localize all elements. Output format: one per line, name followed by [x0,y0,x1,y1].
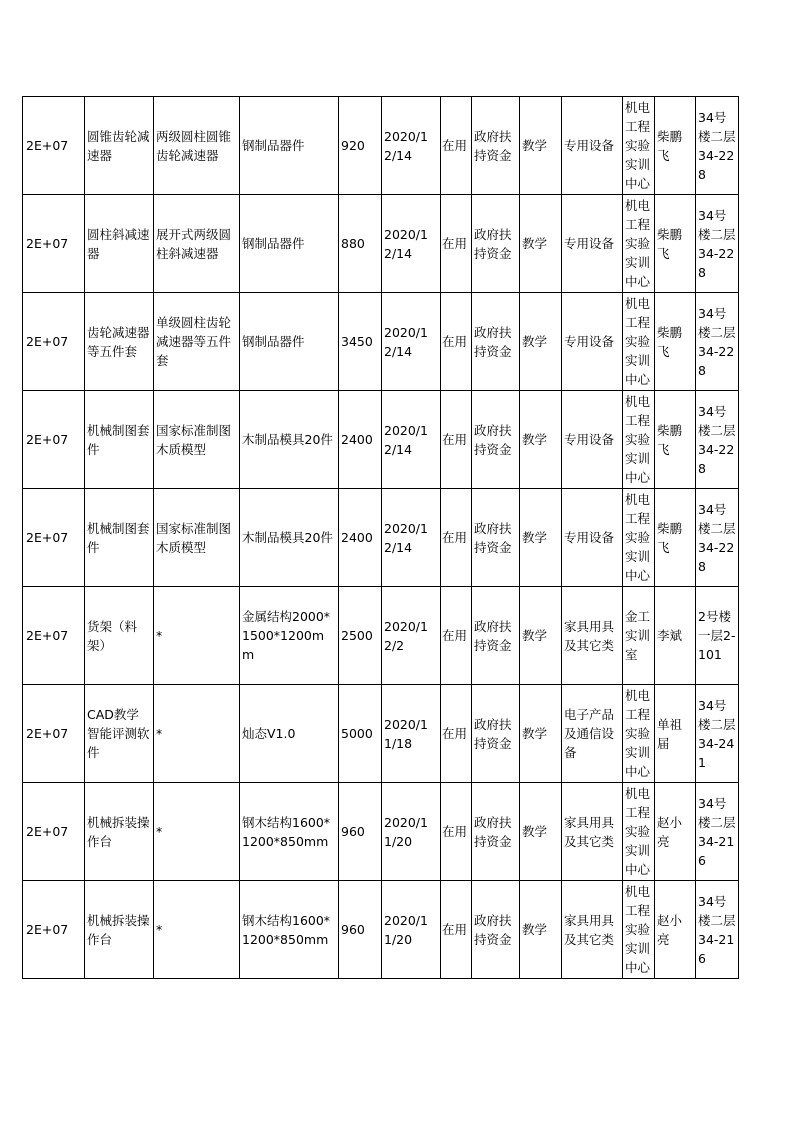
price-cell: 2500 [339,587,382,685]
model-cell: 单级圆柱齿轮减速器等五件套 [154,293,240,391]
spec-cell: 钢制品器件 [240,195,339,293]
asset-code-cell: 2E+07 [23,685,85,783]
asset-code-cell: 2E+07 [23,293,85,391]
model-cell: 国家标准制图木质模型 [154,489,240,587]
category-cell: 家具用具及其它类 [562,587,623,685]
status-cell: 在用 [441,783,472,881]
asset-name-cell: 机械拆装操作台 [85,783,154,881]
spec-cell: 金属结构2000*1500*1200mm [240,587,339,685]
department-cell: 机电工程实验实训中心 [623,195,655,293]
usage-cell: 教学 [520,587,562,685]
fund-source-cell: 政府扶持资金 [472,783,520,881]
location-cell: 34号楼二层34-228 [696,195,739,293]
table-row [23,391,739,489]
usage-cell: 教学 [520,391,562,489]
usage-cell: 教学 [520,97,562,195]
custodian-cell: 单祖届 [655,685,696,783]
purchase-date-cell: 2020/12/14 [382,489,441,587]
department-cell: 机电工程实验实训中心 [623,97,655,195]
department-cell: 金工实训室 [623,587,655,685]
asset-name-cell: CAD教学智能评测软件 [85,685,154,783]
price-cell: 920 [339,97,382,195]
category-cell: 专用设备 [562,97,623,195]
price-cell: 960 [339,881,382,979]
fund-source-cell: 政府扶持资金 [472,391,520,489]
category-cell: 电子产品及通信设备 [562,685,623,783]
purchase-date-cell: 2020/12/14 [382,195,441,293]
department-cell: 机电工程实验实训中心 [623,685,655,783]
fund-source-cell: 政府扶持资金 [472,97,520,195]
custodian-cell: 柴鹏飞 [655,195,696,293]
asset-name-cell: 机械制图套件 [85,391,154,489]
status-cell: 在用 [441,489,472,587]
status-cell: 在用 [441,587,472,685]
usage-cell: 教学 [520,293,562,391]
category-cell: 专用设备 [562,195,623,293]
asset-table [22,96,739,979]
fund-source-cell: 政府扶持资金 [472,195,520,293]
fund-source-cell: 政府扶持资金 [472,489,520,587]
asset-name-cell: 圆柱斜减速器 [85,195,154,293]
purchase-date-cell: 2020/11/18 [382,685,441,783]
custodian-cell: 李斌 [655,587,696,685]
table-row [23,195,739,293]
model-cell: 展开式两级圆柱斜减速器 [154,195,240,293]
status-cell: 在用 [441,293,472,391]
table-row [23,97,739,195]
asset-name-cell: 齿轮减速器等五件套 [85,293,154,391]
location-cell: 34号楼二层34-228 [696,97,739,195]
model-cell: * [154,881,240,979]
model-cell: 两级圆柱圆锥齿轮减速器 [154,97,240,195]
category-cell: 家具用具及其它类 [562,881,623,979]
table-row [23,685,739,783]
department-cell: 机电工程实验实训中心 [623,391,655,489]
custodian-cell: 柴鹏飞 [655,489,696,587]
spec-cell: 钢木结构1600*1200*850mm [240,783,339,881]
purchase-date-cell: 2020/12/14 [382,391,441,489]
model-cell: * [154,685,240,783]
status-cell: 在用 [441,97,472,195]
asset-code-cell: 2E+07 [23,195,85,293]
custodian-cell: 柴鹏飞 [655,293,696,391]
department-cell: 机电工程实验实训中心 [623,489,655,587]
asset-name-cell: 货架（料架） [85,587,154,685]
location-cell: 34号楼二层34-228 [696,489,739,587]
asset-code-cell: 2E+07 [23,489,85,587]
price-cell: 2400 [339,489,382,587]
table-row [23,783,739,881]
price-cell: 3450 [339,293,382,391]
purchase-date-cell: 2020/11/20 [382,783,441,881]
status-cell: 在用 [441,195,472,293]
department-cell: 机电工程实验实训中心 [623,293,655,391]
table-row [23,881,739,979]
location-cell: 2号楼一层2-101 [696,587,739,685]
location-cell: 34号楼二层34-241 [696,685,739,783]
fund-source-cell: 政府扶持资金 [472,881,520,979]
spec-cell: 木制品模具20件 [240,391,339,489]
custodian-cell: 柴鹏飞 [655,97,696,195]
spec-cell: 钢制品器件 [240,293,339,391]
usage-cell: 教学 [520,489,562,587]
spec-cell: 钢制品器件 [240,97,339,195]
category-cell: 专用设备 [562,489,623,587]
price-cell: 2400 [339,391,382,489]
custodian-cell: 赵小亮 [655,881,696,979]
usage-cell: 教学 [520,881,562,979]
location-cell: 34号楼二层34-228 [696,391,739,489]
spec-cell: 钢木结构1600*1200*850mm [240,881,339,979]
asset-name-cell: 机械制图套件 [85,489,154,587]
model-cell: * [154,783,240,881]
location-cell: 34号楼二层34-228 [696,293,739,391]
asset-code-cell: 2E+07 [23,881,85,979]
asset-name-cell: 机械拆装操作台 [85,881,154,979]
category-cell: 专用设备 [562,391,623,489]
usage-cell: 教学 [520,195,562,293]
fund-source-cell: 政府扶持资金 [472,587,520,685]
status-cell: 在用 [441,881,472,979]
purchase-date-cell: 2020/12/14 [382,293,441,391]
asset-code-cell: 2E+07 [23,587,85,685]
department-cell: 机电工程实验实训中心 [623,783,655,881]
category-cell: 家具用具及其它类 [562,783,623,881]
location-cell: 34号楼二层34-216 [696,783,739,881]
custodian-cell: 柴鹏飞 [655,391,696,489]
spec-cell: 木制品模具20件 [240,489,339,587]
department-cell: 机电工程实验实训中心 [623,881,655,979]
custodian-cell: 赵小亮 [655,783,696,881]
asset-code-cell: 2E+07 [23,783,85,881]
table-body [23,97,739,979]
location-cell: 34号楼二层34-216 [696,881,739,979]
status-cell: 在用 [441,685,472,783]
table-row [23,587,739,685]
usage-cell: 教学 [520,685,562,783]
category-cell: 专用设备 [562,293,623,391]
purchase-date-cell: 2020/12/2 [382,587,441,685]
table-row [23,489,739,587]
status-cell: 在用 [441,391,472,489]
purchase-date-cell: 2020/12/14 [382,97,441,195]
price-cell: 880 [339,195,382,293]
asset-name-cell: 圆锥齿轮减速器 [85,97,154,195]
price-cell: 960 [339,783,382,881]
purchase-date-cell: 2020/11/20 [382,881,441,979]
spec-cell: 灿态V1.0 [240,685,339,783]
asset-code-cell: 2E+07 [23,391,85,489]
fund-source-cell: 政府扶持资金 [472,293,520,391]
usage-cell: 教学 [520,783,562,881]
price-cell: 5000 [339,685,382,783]
model-cell: * [154,587,240,685]
fund-source-cell: 政府扶持资金 [472,685,520,783]
table-row [23,293,739,391]
model-cell: 国家标准制图木质模型 [154,391,240,489]
asset-code-cell: 2E+07 [23,97,85,195]
